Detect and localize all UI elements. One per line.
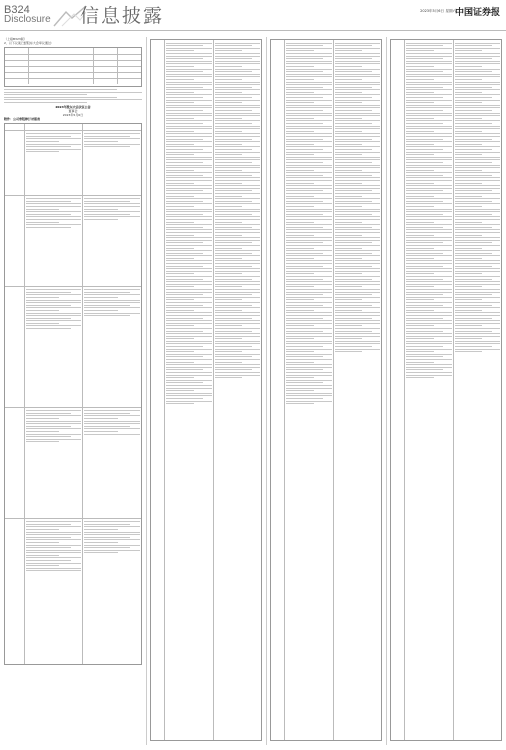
page-content (4, 37, 502, 745)
board-signature: 董事会 (68, 108, 78, 113)
column-4 (390, 37, 502, 745)
amendment-table-column-3 (270, 39, 382, 741)
column-3 (270, 37, 382, 745)
column-2 (150, 37, 262, 745)
amendment-table-continued (150, 39, 262, 741)
continued-label: （上接B323版） (4, 37, 27, 41)
newspaper-brand: 中国证券报 (454, 8, 500, 18)
masthead-divider (0, 30, 506, 31)
comparison-table-title: 附件：公司章程修订对照表 (4, 116, 41, 121)
issue-date: 2023年5月6日 (420, 9, 444, 13)
column-1 (4, 37, 142, 745)
amendment-table (4, 123, 142, 665)
summary-table (4, 47, 142, 87)
notice-title: 2024年股东大会决议公告 (55, 104, 91, 109)
table-1-title: 2、以下议案已经股东大会审议通过： (4, 41, 54, 45)
issue-weekday: 星期六 (445, 9, 456, 13)
page-number: B324 (4, 4, 30, 16)
amendment-table-column-4 (390, 39, 502, 741)
section-title-en: Disclosure (4, 14, 51, 25)
notice-date: 2023年5月6日 (62, 112, 84, 117)
masthead (0, 0, 506, 34)
section-title-cn: 信息披露 (80, 5, 165, 27)
